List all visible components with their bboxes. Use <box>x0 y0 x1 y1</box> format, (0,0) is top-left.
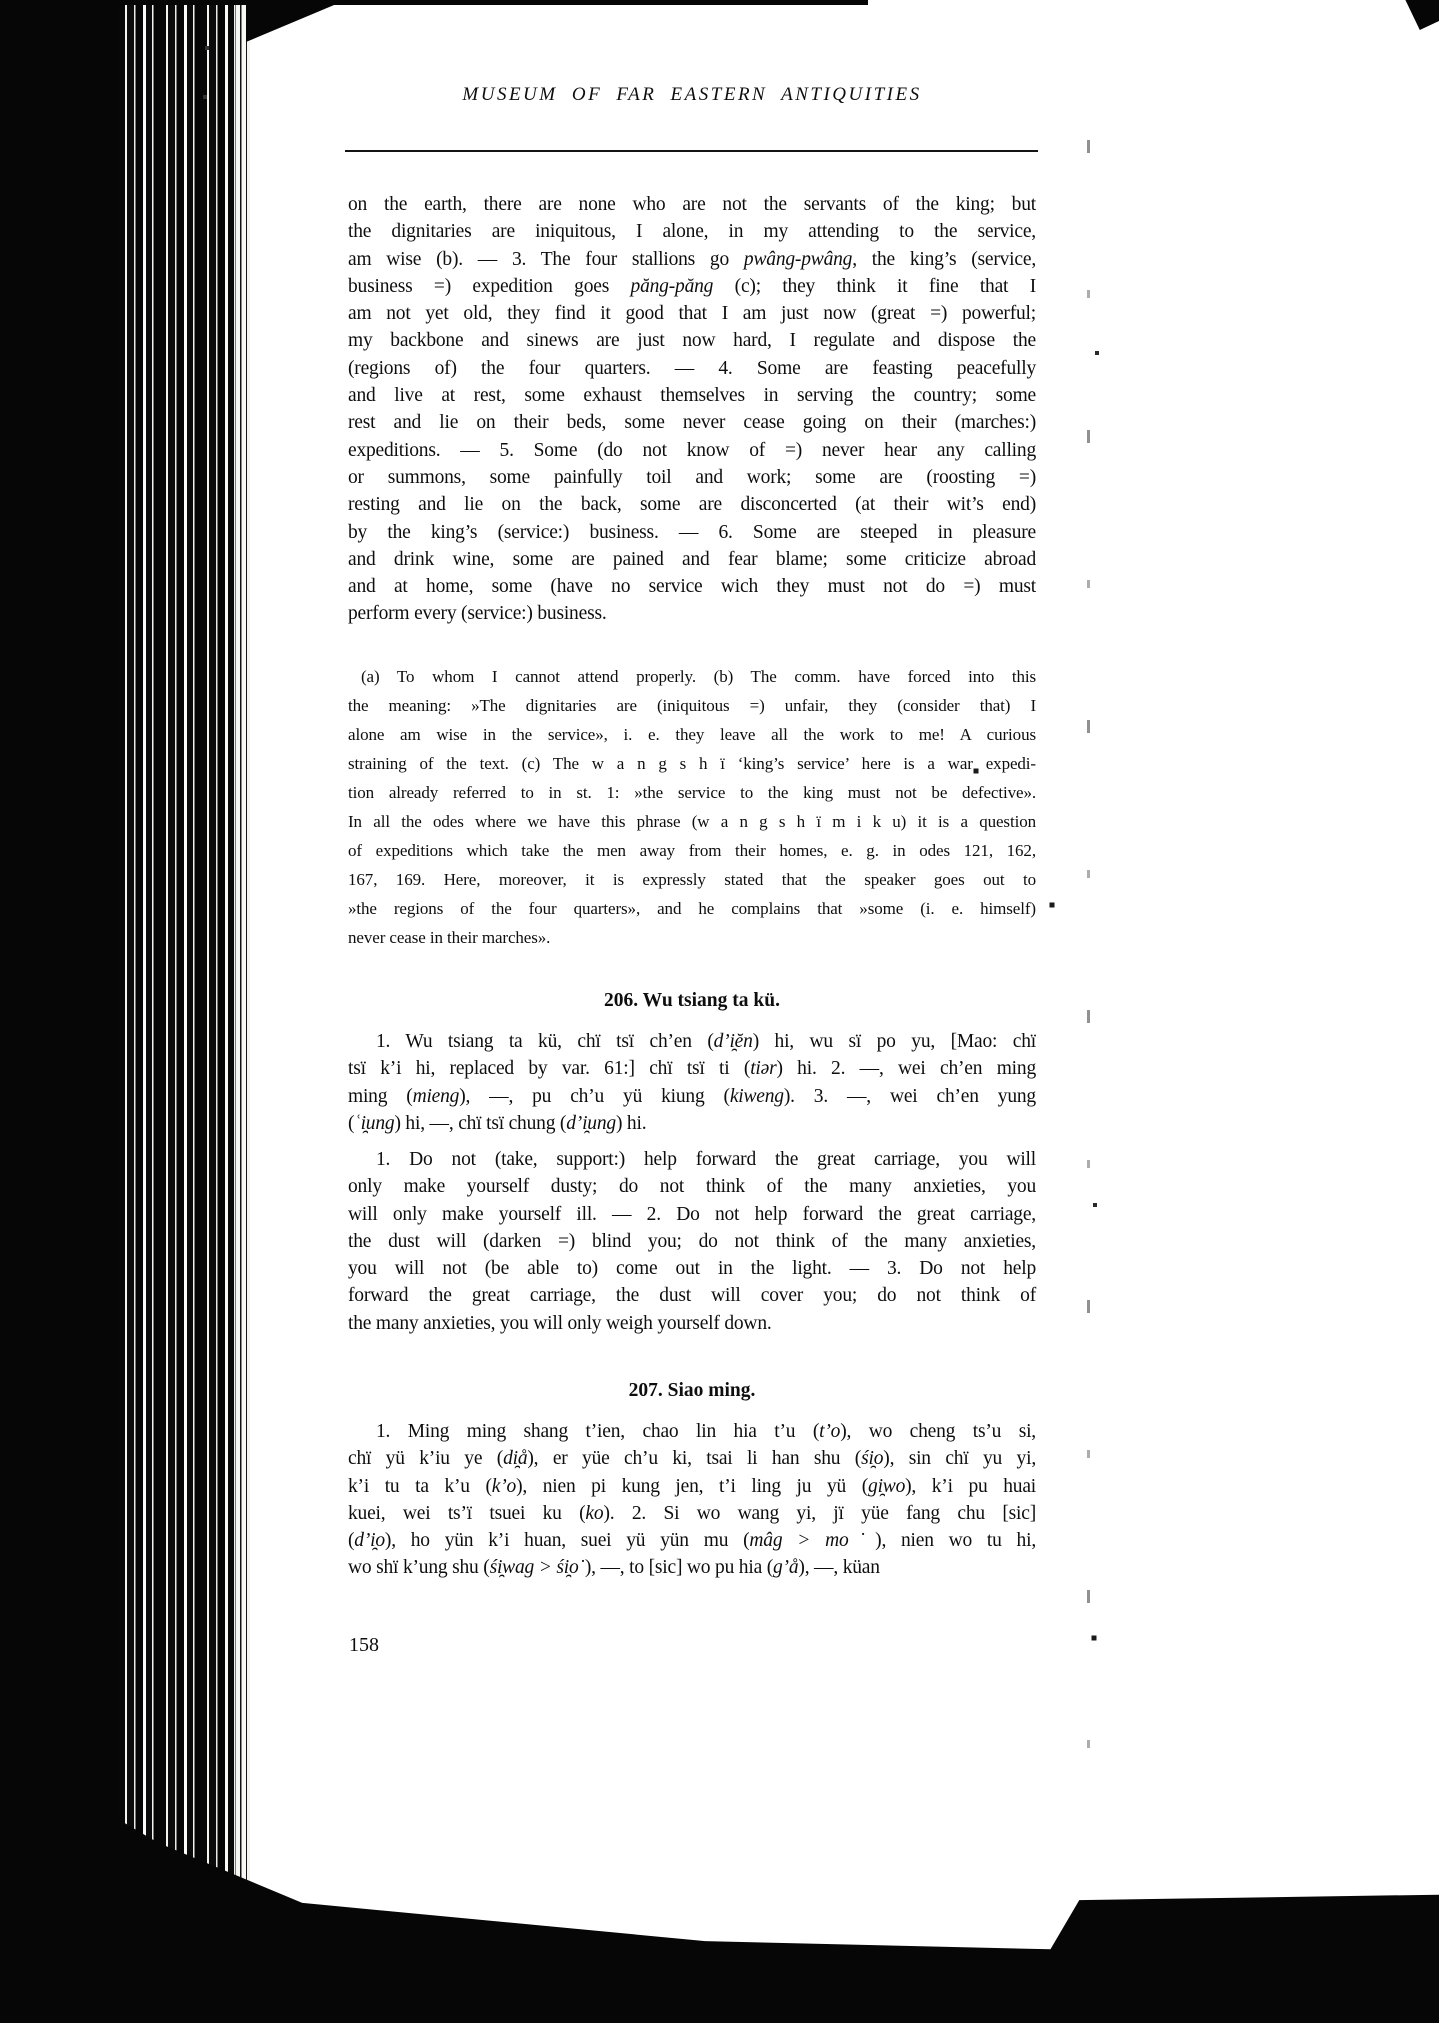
text-line: and live at rest, some exhaust themselves in serving the country; some <box>348 385 1036 407</box>
text-line: 1. Ming ming shang t’ien, chao lin hia t’u (t’o), wo cheng ts’u si, <box>376 1421 1036 1442</box>
text-line: 1. Do not (take, support:) help forward the great carriage, you will <box>376 1149 1036 1170</box>
text-line: alone am wise in the service», i. e. they leave all the work to me! A curious <box>348 725 1036 744</box>
text-line: In all the odes where we have this phrase (w a n g s h ï m i k u) it is a question <box>348 812 1036 831</box>
text-line: and at home, some (have no service wich they must not do =) must <box>348 576 1036 598</box>
text-line: ming (mieng), —, pu ch’u yü kiung (kiweng). 3. —, wei ch’en yung <box>348 1085 1036 1107</box>
text-line: by the king’s (service:) business. — 6. Some are steeped in pleasure <box>348 521 1036 543</box>
text-line: (ʿi̯ung) hi, —, chï tsï chung (d’i̯ung) hi. <box>348 1112 647 1134</box>
scan-top-right-mark <box>1391 0 1439 30</box>
text-line: and drink wine, some are pained and fear blame; some criticize abroad <box>348 548 1036 570</box>
section-heading-206: 206. Wu tsiang ta kü. <box>604 990 780 1011</box>
text-line: on the earth, there are none who are not the servants of the king; but <box>348 194 1036 215</box>
text-line: the dust will (darken =) blind you; do not think of the many anxieties, <box>348 1230 1036 1252</box>
footnotes-paragraph <box>348 662 1036 952</box>
text-line: straining of the text. (c) The w a n g s h ï ‘king’s service’ here is a war expedi- <box>348 754 1036 773</box>
text-line: expeditions. — 5. Some (do not know of =) never hear any calling <box>348 439 1036 461</box>
text-line: am wise (b). — 3. The four stallions go pwâng-pwâng, the king’s (service, <box>348 248 1036 270</box>
running-head: MUSEUM OF FAR EASTERN ANTIQUITIES <box>462 84 922 105</box>
text-line: forward the great carriage, the dust will cover you; do not think of <box>348 1285 1036 1307</box>
text-line: resting and lie on the back, some are disconcerted (at their wit’s end) <box>348 494 1036 516</box>
text-line: am not yet old, they find it good that I am just now (great =) powerful; <box>348 303 1036 325</box>
text-line: wo shï k’ung shu (śi̯wag > śi̯o˙), —, to [sic] wo pu hia (g’å), —, küan <box>348 1557 880 1579</box>
header-rule <box>345 150 1038 152</box>
text-line: (a) To whom I cannot attend properly. (b) The comm. have forced into this <box>361 667 1036 686</box>
scan-top-left-shadow <box>246 0 346 42</box>
section-heading-207: 207. Siao ming. <box>628 1380 756 1401</box>
ode-206-translation-paragraph <box>348 1146 1036 1337</box>
ode-207-transliteration-paragraph <box>348 1418 1036 1582</box>
text-line: tion already referred to in st. 1: »the service to the king must not be defective». <box>348 783 1036 802</box>
text-line: of expeditions which take the men away from their homes, e. g. in odes 121, 162, <box>348 841 1036 860</box>
text-line: my backbone and sinews are just now hard, I regulate and dispose the <box>348 330 1036 352</box>
text-line: you will not (be able to) come out in the light. — 3. Do not help <box>348 1258 1036 1280</box>
text-line: »the regions of the four quarters», and he complains that »some (i. e. himself) <box>348 899 1036 918</box>
ode-206-transliteration-paragraph <box>348 1028 1036 1137</box>
text-line: (d’i̯o), ho yün k’i huan, suei yü yün mu (mâg > mo˙), nien wo tu hi, <box>348 1530 1036 1552</box>
text-line: business =) expedition goes păng-păng (c); they think it fine that I <box>348 275 1036 297</box>
scan-noise-specks <box>0 0 2 2</box>
printed-page <box>348 0 1036 2023</box>
text-line: tsï k’i hi, replaced by var. 61:] chï tsï ti (tiər) hi. 2. —, wei ch’en ming <box>348 1058 1036 1080</box>
text-line: 167, 169. Here, moreover, it is expressly stated that the speaker goes out to <box>348 870 1036 889</box>
page-right-edge-shadow <box>1087 140 1090 1880</box>
text-line: perform every (service:) business. <box>348 603 607 625</box>
text-line: kuei, wei ts’ï tsuei ku (ko). 2. Si wo wang yi, jï yüe fang chu [sic] <box>348 1502 1036 1524</box>
text-line: never cease in their marches». <box>348 928 551 947</box>
text-line: (regions of) the four quarters. — 4. Some are feasting peacefully <box>348 357 1036 379</box>
page-number: 158 <box>349 1634 379 1656</box>
ode-205-translation-paragraph <box>348 191 1036 628</box>
text-line: will only make yourself ill. — 2. Do not help forward the great carriage, <box>348 1203 1036 1225</box>
text-line: k’i tu ta k’u (k’o), nien pi kung jen, t’i ling ju yü (gi̯wo), k’i pu huai <box>348 1475 1036 1497</box>
text-line: chï yü k’iu ye (di̯å), er yüe ch’u ki, tsai li han shu (śi̯o), sin chï yu yi, <box>348 1448 1036 1470</box>
text-line: the dignitaries are iniquitous, I alone, in my attending to the service, <box>348 221 1036 243</box>
text-line: only make yourself dusty; do not think of the many anxieties, you <box>348 1176 1036 1198</box>
text-line: the many anxieties, you will only weigh yourself down. <box>348 1312 772 1334</box>
text-line: or summons, some painfully toil and work; some are (roosting =) <box>348 466 1036 488</box>
text-line: 1. Wu tsiang ta kü, chï tsï ch’en (d’i̯ĕn) hi, wu sï po yu, [Mao: chï <box>376 1031 1036 1052</box>
text-line: the meaning: »The dignitaries are (iniquitous =) unfair, they (consider that) I <box>348 696 1036 715</box>
stacked-page-edges <box>118 0 250 2023</box>
text-line: rest and lie on their beds, some never cease going on their (marches:) <box>348 412 1036 434</box>
